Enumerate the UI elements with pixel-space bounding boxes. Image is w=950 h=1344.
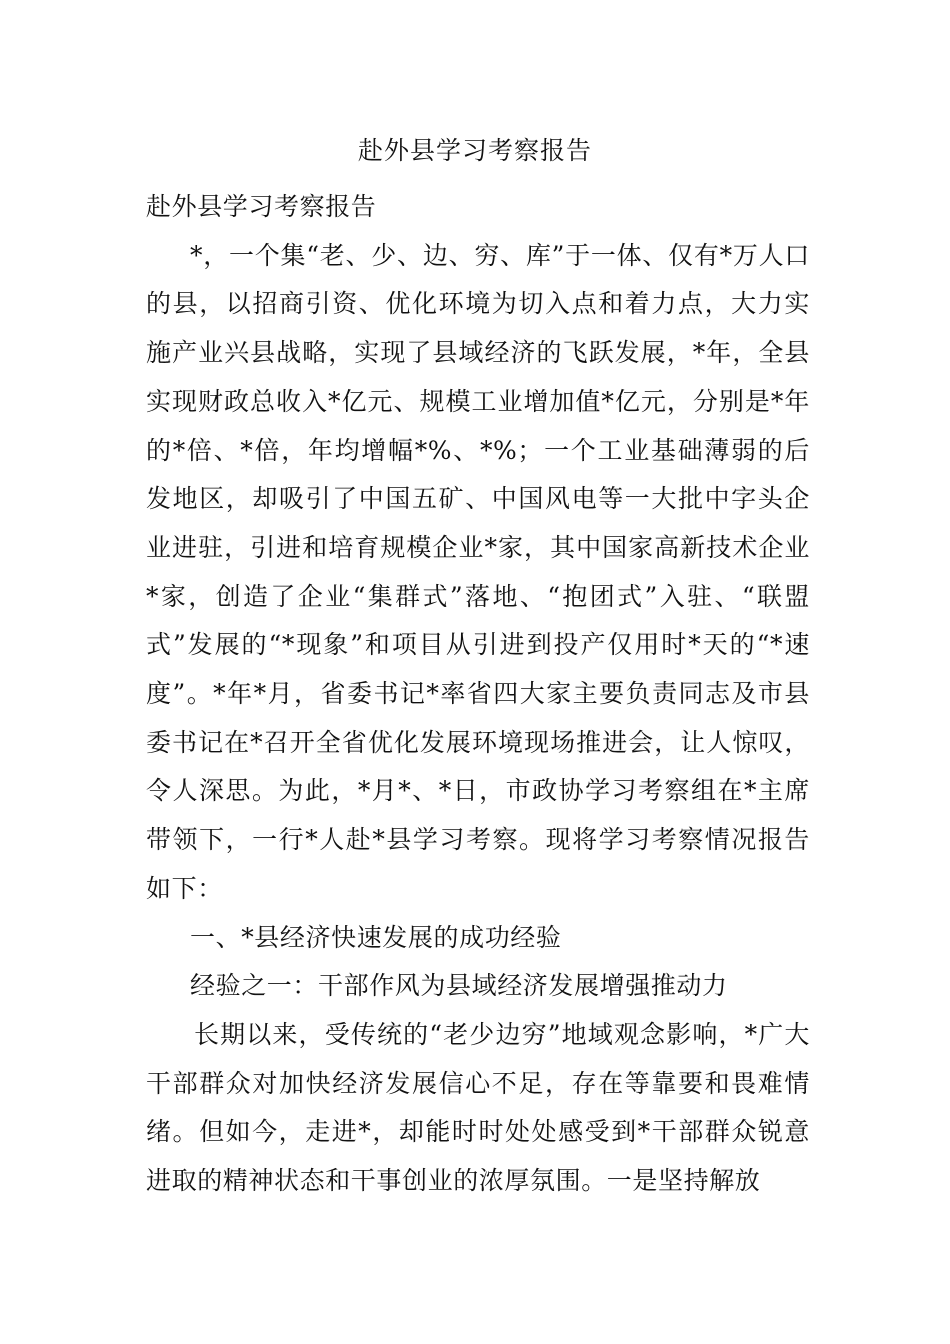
document-subtitle: 赴外县学习考察报告 (146, 192, 377, 221)
section-heading: 一、*县经济快速发展的成功经验 (190, 922, 562, 952)
document-body (146, 183, 810, 1206)
body-paragraph: 长期以来，受传统的“老少边穷”地域观念影响，*广大干部群众对加快经济发展信心不足，存在等靠要和畏难情绪。但如今，走进*，却能时时处处感受到*干部群众锐意进取的精神状态和干事创业的浓厚氛围。一是坚持解放 (146, 1019, 810, 1196)
subsection-heading: 经验之一：干部作风为县域经济发展增强推动力 (190, 971, 728, 1001)
document-title: 赴外县学习考察报告 (357, 136, 592, 165)
intro-paragraph: *，一个集“老、少、边、穷、库”于一体、仅有*万人口的县，以招商引资、优化环境为切入点和着力点，大力实施产业兴县战略，实现了县域经济的飞跃发展，*年，全县实现财政总收入*亿元、规模工业增加值*亿元，分别是*年的*倍、*倍，年均增幅*%、*%；一个工业基础薄弱的后发地区，却吸引了中国五矿、中国风电等一大批中字头企业进驻，引进和培育规模企业*家，其中国家高新技术企业*家，创造了企业“集群式”落地、“抱团式”入驻、“联盟式”发展的“*现象”和项目从引进到投产仅用时*天的“*速度”。*年*月，省委书记*率省四大家主要负责同志及市县委书记在*召开全省优化发展环境现场推进会，让人惊叹，令人深思。为此，*月*、*日，市政协学习考察组在*主席带领下，一行*人赴*县学习考察。现将学习考察情况报告如下： (146, 240, 810, 903)
